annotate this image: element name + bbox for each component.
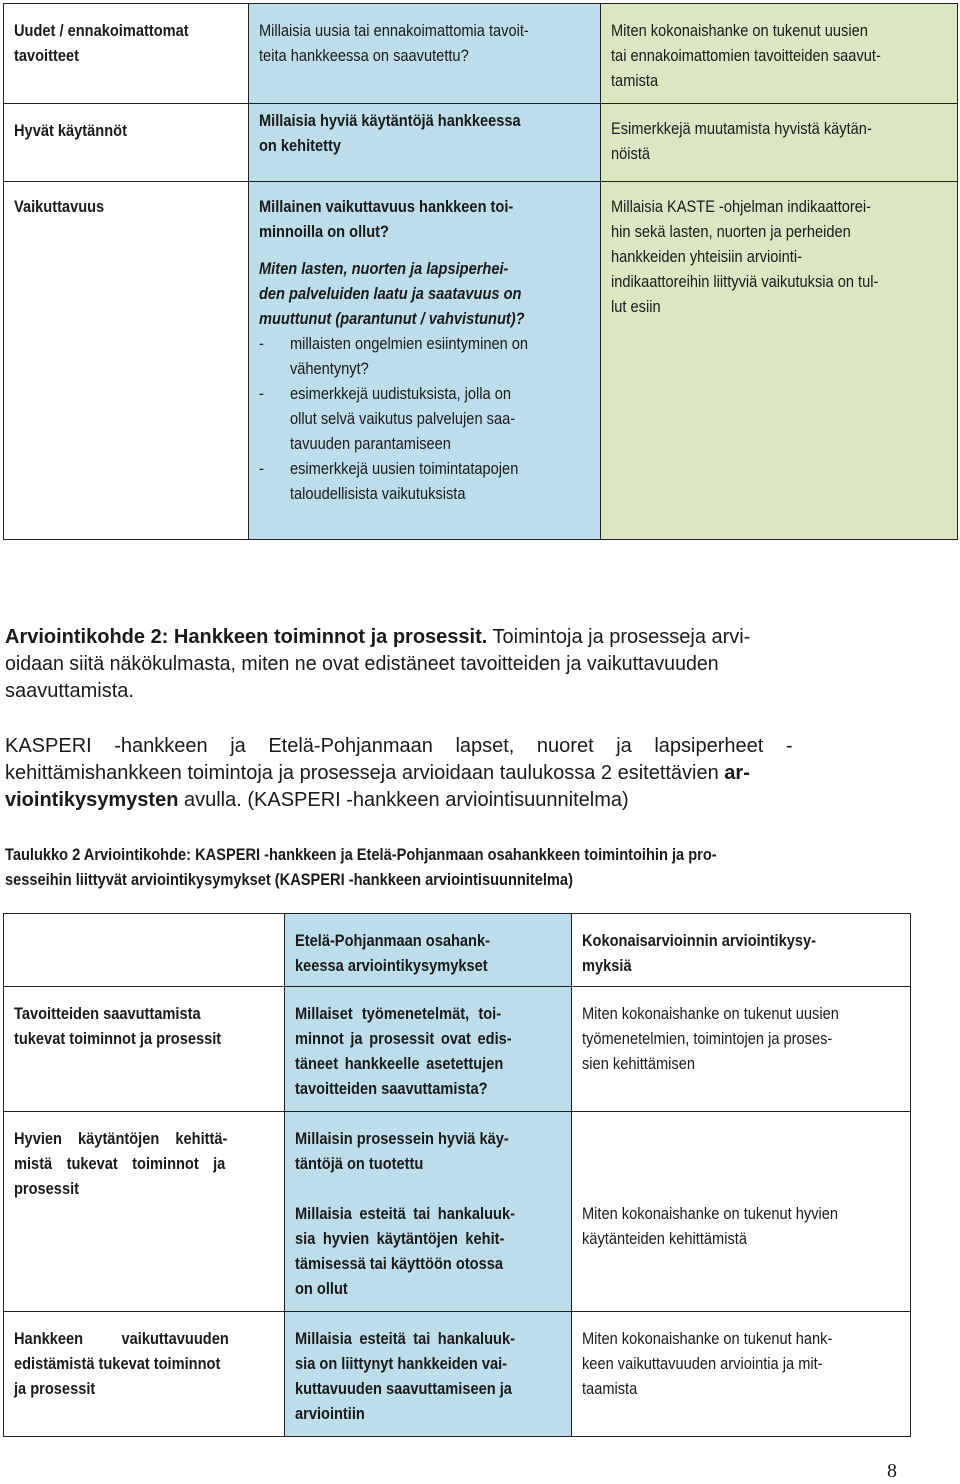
bullet-text: millaisten ongelmien esiintyminen on (290, 334, 529, 353)
table-cell (284, 987, 571, 1112)
row-label: Tavoitteiden saavuttamista (14, 1004, 201, 1023)
bullet-text: vähentynyt? (290, 359, 370, 378)
overall-text: työmenetelmien, toimintojen ja proses- (581, 1029, 833, 1048)
overall-text: Miten kokonaishanke on tukenut uusien (581, 1004, 839, 1023)
paragraph-line (5, 787, 905, 814)
overall-text: hin sekä lasten, nuorten ja perheiden (610, 222, 851, 241)
table-header-row (4, 914, 911, 987)
bullet-item (259, 331, 543, 356)
bullet-text: esimerkkejä uusien toimintatapojen (290, 459, 519, 478)
overall-text: käytänteiden kehittämistä (581, 1229, 747, 1248)
row-label: Hankkeen vaikuttavuuden (14, 1329, 229, 1348)
table-cell (284, 1112, 571, 1312)
question-text: Millaisia esteitä tai hankaluuk- (294, 1204, 515, 1223)
question-italic: muuttunut (parantunut / vahvistunut)? (259, 309, 525, 328)
question-text: Millaisin prosessein hyviä käy- (294, 1129, 509, 1148)
paragraph-bold: viointikysymysten (5, 789, 179, 811)
table-row (4, 4, 958, 104)
paragraph-heading: Arviointikohde 2: Hankkeen toiminnot ja prosessit. (5, 626, 488, 648)
paragraph-text: avulla. (KASPERI -hankkeen arviointisuunnitelma) (178, 789, 629, 811)
paragraph-line (5, 760, 905, 787)
caption-line: Taulukko 2 Arviointikohde: KASPERI -hankkeen ja Etelä-Pohjanmaan osahankkeen toimintoihin ja pro- (5, 845, 717, 864)
question-text: teita hankkeessa on saavutettu? (259, 46, 470, 65)
table-cell (249, 4, 600, 104)
question-text: Millaisia uusia tai ennakoimattomia tavoit- (259, 21, 530, 40)
question-text: Millainen vaikuttavuus hankkeen toi- (259, 197, 514, 216)
row-label: Vaikuttavuus (14, 197, 105, 216)
bullet-dash: - (259, 384, 265, 403)
table-cell (284, 914, 571, 987)
paragraph-line (5, 624, 905, 651)
bullet-item (259, 381, 543, 406)
table-cell (284, 1312, 571, 1437)
overall-text: tamista (610, 71, 658, 90)
question-text: minnot ja prosessit ovat edis- (294, 1029, 512, 1048)
row-label: ja prosessit (14, 1379, 96, 1398)
table-cell (249, 104, 600, 182)
question-text: arviointiin (294, 1404, 365, 1423)
bullet-text: esimerkkejä uudistuksista, jolla on (290, 384, 512, 403)
question-text: tämisessä tai käyttöön otossa (294, 1254, 503, 1273)
overall-text: lut esiin (610, 297, 661, 316)
table-cell (571, 914, 910, 987)
bullet-text: tavuuden parantamiseen (290, 434, 452, 453)
column-header: Kokonaisarvioinnin arviointikysy- (581, 931, 816, 950)
table-cell (600, 104, 957, 182)
question-text: Millaiset työmenetelmät, toi- (294, 1004, 501, 1023)
table-row (4, 104, 958, 182)
question-text: täneet hankkeelle asetettujen (294, 1054, 503, 1073)
question-text: tavoitteiden saavuttamista? (294, 1079, 488, 1098)
overall-text: Miten kokonaishanke on tukenut hank- (581, 1329, 833, 1348)
row-label: tukevat toiminnot ja prosessit (14, 1029, 222, 1048)
table-row (4, 182, 958, 540)
row-label: Hyvien käytäntöjen kehittä- (14, 1129, 228, 1148)
table-row (4, 987, 911, 1112)
overall-text: taamista (581, 1379, 638, 1398)
overall-text: Miten kokonaishanke on tukenut uusien (610, 21, 868, 40)
page-number: 8 (887, 1460, 897, 1482)
table-caption (5, 842, 717, 892)
caption-line: sesseihin liittyvät arviointikysymykset (KASPERI -hankkeen arviointisuunnitelma) (5, 870, 573, 889)
question-text: on kehitetty (259, 136, 342, 155)
bullet-text: taloudellisista vaikutuksista (290, 484, 466, 503)
question-text: sia on liittynyt hankkeiden vai- (294, 1354, 507, 1373)
row-label: tavoitteet (14, 46, 79, 65)
table-cell (600, 182, 957, 540)
table-cell (249, 182, 600, 540)
bullet-text: ollut selvä vaikutus palvelujen saa- (290, 409, 516, 428)
paragraph-text: Toimintoja ja prosesseja arvi- (487, 626, 751, 648)
overall-text: sien kehittämisen (581, 1054, 695, 1073)
question-italic: den palveluiden laatu ja saatavuus on (259, 284, 522, 303)
overall-text: Miten kokonaishanke on tukenut hyvien (581, 1204, 838, 1223)
row-label: mistä tukevat toiminnot ja (14, 1154, 226, 1173)
paragraph-bold: ar- (724, 762, 750, 784)
question-text: Millaisia hyviä käytäntöjä hankkeessa (259, 111, 521, 130)
question-text: sia hyvien käytäntöjen kehit- (294, 1229, 504, 1248)
table-cell (571, 1112, 910, 1312)
table-cell (571, 987, 910, 1112)
paragraph-evaluation-target (5, 624, 905, 705)
paragraph-text: oidaan siitä näkökulmasta, miten ne ovat edistäneet tavoitteiden ja vaikuttavuuden (5, 653, 719, 675)
table-row (4, 1112, 911, 1312)
overall-text: hankkeiden yhteisiin arviointi- (610, 247, 802, 266)
column-header: myksiä (581, 956, 632, 975)
paragraph-text: saavuttamista. (5, 680, 134, 702)
question-text: on ollut (294, 1279, 348, 1298)
evaluation-table-1 (3, 3, 958, 540)
evaluation-table-2 (3, 913, 911, 1437)
column-header: keessa arviointikysymykset (294, 956, 488, 975)
table-cell (571, 1312, 910, 1437)
question-text: minnoilla on ollut? (259, 222, 390, 241)
question-text: kuttavuuden saavuttamiseen ja (294, 1379, 512, 1398)
question-text: täntöjä on tuotettu (294, 1154, 423, 1173)
table-cell (4, 987, 285, 1112)
overall-text: Millaisia KASTE -ohjelman indikaattorei- (610, 197, 871, 216)
row-label: Uudet / ennakoimattomat (14, 21, 189, 40)
paragraph-text: kehittämishankkeen toimintoja ja prosesseja arvioidaan taulukossa 2 esitettävien (5, 762, 725, 784)
paragraph-text: KASPERI -hankkeen ja Etelä-Pohjanmaan lapset, nuoret ja lapsiperheet - (5, 735, 793, 757)
question-italic: Miten lasten, nuorten ja lapsiperhei- (259, 259, 509, 278)
bullet-dash: - (259, 459, 265, 478)
bullet-dash: - (259, 334, 265, 353)
bullet-item (259, 456, 543, 481)
table-cell (4, 104, 249, 182)
table-cell (4, 1112, 285, 1312)
paragraph-kasperi (5, 733, 905, 814)
overall-text: tai ennakoimattomien tavoitteiden saavut- (610, 46, 881, 65)
row-label: prosessit (14, 1179, 80, 1198)
overall-text: nöistä (610, 144, 650, 163)
table-cell (4, 182, 249, 540)
question-text: Millaisia esteitä tai hankaluuk- (294, 1329, 515, 1348)
table-cell (600, 4, 957, 104)
overall-text: indikaattoreihin liittyviä vaikutuksia on tul- (610, 272, 879, 291)
table-row (4, 1312, 911, 1437)
column-header: Etelä-Pohjanmaan osahank- (294, 931, 490, 950)
table-cell (4, 1312, 285, 1437)
overall-text: Esimerkkejä muutamista hyvistä käytän- (610, 119, 872, 138)
row-label: Hyvät käytännöt (14, 121, 127, 140)
overall-text: keen vaikuttavuuden arviointia ja mit- (581, 1354, 823, 1373)
table-cell (4, 4, 249, 104)
row-label: edistämistä tukevat toiminnot (14, 1354, 221, 1373)
table-cell (4, 914, 285, 987)
